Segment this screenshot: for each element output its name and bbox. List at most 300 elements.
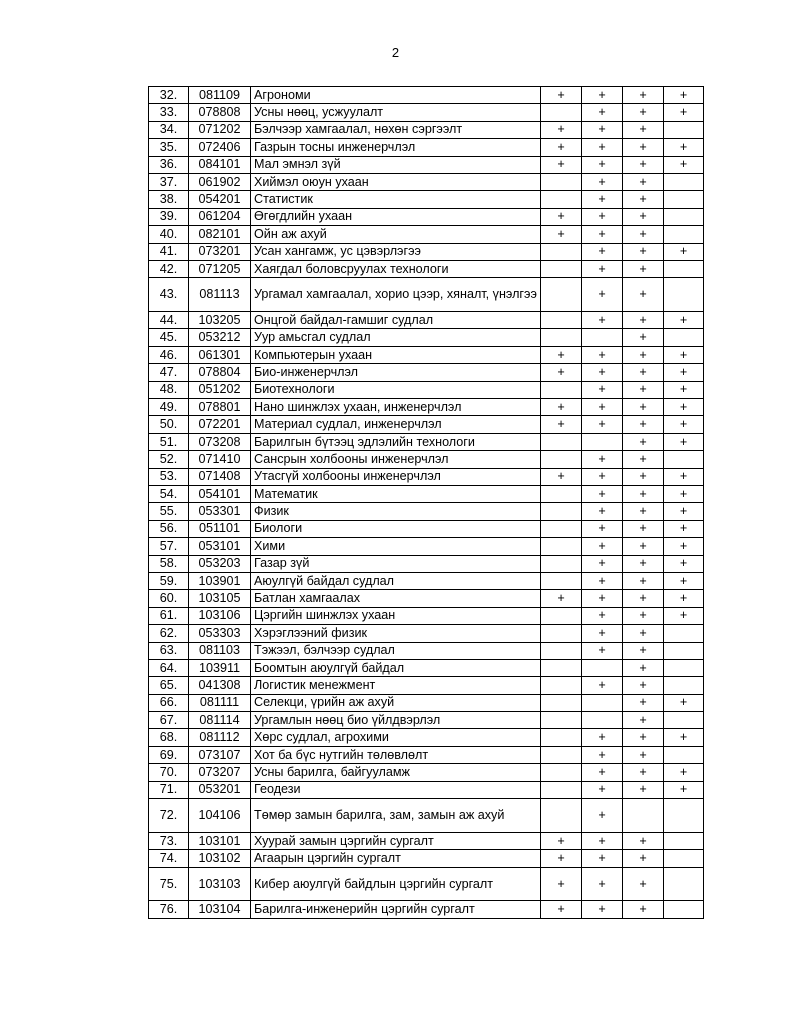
table-row xyxy=(149,694,704,711)
mark-cell: + xyxy=(623,208,664,225)
mark-cell: + xyxy=(541,208,582,225)
mark-cell: + xyxy=(623,590,664,607)
table-row xyxy=(149,729,704,746)
mark-cell: + xyxy=(582,590,623,607)
mark-cell: + xyxy=(582,468,623,485)
mark-cell: + xyxy=(623,139,664,156)
mark-cell: + xyxy=(541,468,582,485)
row-number: 52. xyxy=(149,451,189,468)
mark-cell: + xyxy=(582,121,623,138)
mark-cell: + xyxy=(582,677,623,694)
program-code: 081112 xyxy=(189,729,251,746)
row-number: 32. xyxy=(149,87,189,104)
program-name: Газар зүй xyxy=(251,555,541,572)
mark-cell: + xyxy=(582,781,623,798)
mark-cell: + xyxy=(623,226,664,243)
mark-cell: + xyxy=(664,486,704,503)
table-row xyxy=(149,381,704,398)
mark-cell xyxy=(541,381,582,398)
program-name: Хиймэл оюун ухаан xyxy=(251,173,541,190)
table-row xyxy=(149,607,704,624)
mark-cell: + xyxy=(623,538,664,555)
program-name: Мал эмнэл зүй xyxy=(251,156,541,173)
mark-cell: + xyxy=(623,901,664,918)
mark-cell xyxy=(541,433,582,450)
table-row xyxy=(149,191,704,208)
mark-cell: + xyxy=(582,520,623,537)
mark-cell xyxy=(664,850,704,867)
mark-cell: + xyxy=(623,416,664,433)
row-number: 54. xyxy=(149,486,189,503)
mark-cell xyxy=(582,694,623,711)
mark-cell xyxy=(541,799,582,833)
mark-cell xyxy=(664,121,704,138)
mark-cell xyxy=(664,642,704,659)
mark-cell: + xyxy=(582,87,623,104)
mark-cell: + xyxy=(623,173,664,190)
program-code: 082101 xyxy=(189,226,251,243)
mark-cell: + xyxy=(541,156,582,173)
program-code: 071410 xyxy=(189,451,251,468)
mark-cell: + xyxy=(623,520,664,537)
mark-cell xyxy=(541,191,582,208)
program-code: 071205 xyxy=(189,260,251,277)
mark-cell xyxy=(582,712,623,729)
mark-cell: + xyxy=(623,104,664,121)
programs-table xyxy=(148,86,704,919)
program-code: 053303 xyxy=(189,625,251,642)
table-row xyxy=(149,104,704,121)
row-number: 66. xyxy=(149,694,189,711)
mark-cell xyxy=(541,607,582,624)
mark-cell: + xyxy=(582,346,623,363)
program-code: 104106 xyxy=(189,799,251,833)
mark-cell: + xyxy=(664,381,704,398)
table-row xyxy=(149,712,704,729)
mark-cell xyxy=(664,208,704,225)
row-number: 49. xyxy=(149,399,189,416)
program-code: 081113 xyxy=(189,278,251,312)
mark-cell: + xyxy=(541,832,582,849)
mark-cell: + xyxy=(582,399,623,416)
mark-cell xyxy=(664,712,704,729)
mark-cell: + xyxy=(582,226,623,243)
table-row xyxy=(149,625,704,642)
mark-cell: + xyxy=(664,139,704,156)
program-code: 054201 xyxy=(189,191,251,208)
mark-cell: + xyxy=(623,555,664,572)
mark-cell: + xyxy=(623,191,664,208)
mark-cell: + xyxy=(664,104,704,121)
program-code: 103106 xyxy=(189,607,251,624)
program-code: 103911 xyxy=(189,659,251,676)
row-number: 68. xyxy=(149,729,189,746)
mark-cell xyxy=(541,173,582,190)
row-number: 40. xyxy=(149,226,189,243)
program-code: 103205 xyxy=(189,312,251,329)
mark-cell: + xyxy=(623,625,664,642)
program-name: Математик xyxy=(251,486,541,503)
mark-cell: + xyxy=(623,399,664,416)
mark-cell: + xyxy=(582,191,623,208)
table-row xyxy=(149,87,704,104)
row-number: 60. xyxy=(149,590,189,607)
row-number: 42. xyxy=(149,260,189,277)
mark-cell: + xyxy=(582,208,623,225)
mark-cell xyxy=(541,712,582,729)
program-code: 103102 xyxy=(189,850,251,867)
row-number: 76. xyxy=(149,901,189,918)
program-code: 081114 xyxy=(189,712,251,729)
row-number: 41. xyxy=(149,243,189,260)
mark-cell: + xyxy=(582,832,623,849)
table-row xyxy=(149,364,704,381)
mark-cell: + xyxy=(664,312,704,329)
mark-cell xyxy=(541,729,582,746)
row-number: 51. xyxy=(149,433,189,450)
mark-cell: + xyxy=(582,381,623,398)
row-number: 65. xyxy=(149,677,189,694)
table-row xyxy=(149,555,704,572)
mark-cell: + xyxy=(541,590,582,607)
row-number: 64. xyxy=(149,659,189,676)
mark-cell: + xyxy=(541,226,582,243)
mark-cell: + xyxy=(582,486,623,503)
row-number: 46. xyxy=(149,346,189,363)
table-row xyxy=(149,746,704,763)
row-number: 58. xyxy=(149,555,189,572)
mark-cell: + xyxy=(541,850,582,867)
mark-cell xyxy=(664,659,704,676)
mark-cell: + xyxy=(664,590,704,607)
page-number: 2 xyxy=(391,45,400,60)
row-number: 67. xyxy=(149,712,189,729)
program-name: Төмөр замын барилга, зам, замын аж ахуй xyxy=(251,799,541,833)
table-row xyxy=(149,850,704,867)
program-name: Барилга-инженерийн цэргийн сургалт xyxy=(251,901,541,918)
mark-cell: + xyxy=(582,799,623,833)
row-number: 74. xyxy=(149,850,189,867)
program-code: 081109 xyxy=(189,87,251,104)
row-number: 70. xyxy=(149,764,189,781)
mark-cell: + xyxy=(664,764,704,781)
table-row xyxy=(149,451,704,468)
program-name: Уур амьсгал судлал xyxy=(251,329,541,346)
mark-cell: + xyxy=(664,346,704,363)
mark-cell: + xyxy=(582,173,623,190)
mark-cell: + xyxy=(541,364,582,381)
program-name: Өгөгдлийн ухаан xyxy=(251,208,541,225)
mark-cell: + xyxy=(623,312,664,329)
mark-cell xyxy=(541,260,582,277)
program-code: 061204 xyxy=(189,208,251,225)
row-number: 71. xyxy=(149,781,189,798)
program-code: 053212 xyxy=(189,329,251,346)
mark-cell xyxy=(541,625,582,642)
program-name: Геодези xyxy=(251,781,541,798)
program-code: 071408 xyxy=(189,468,251,485)
mark-cell: + xyxy=(582,278,623,312)
mark-cell: + xyxy=(582,451,623,468)
mark-cell: + xyxy=(582,850,623,867)
mark-cell: + xyxy=(541,346,582,363)
table-body xyxy=(149,87,704,919)
mark-cell xyxy=(541,104,582,121)
program-name: Статистик xyxy=(251,191,541,208)
mark-cell: + xyxy=(623,451,664,468)
program-name: Усан хангамж, ус цэвэрлэгээ xyxy=(251,243,541,260)
mark-cell: + xyxy=(582,156,623,173)
mark-cell: + xyxy=(623,729,664,746)
program-code: 071202 xyxy=(189,121,251,138)
row-number: 53. xyxy=(149,468,189,485)
mark-cell xyxy=(541,555,582,572)
mark-cell: + xyxy=(582,139,623,156)
mark-cell: + xyxy=(582,572,623,589)
row-number: 44. xyxy=(149,312,189,329)
program-name: Хот ба бүс нутгийн төлөвлөлт xyxy=(251,746,541,763)
row-number: 50. xyxy=(149,416,189,433)
mark-cell: + xyxy=(623,659,664,676)
program-code: 078801 xyxy=(189,399,251,416)
mark-cell xyxy=(623,799,664,833)
mark-cell xyxy=(541,520,582,537)
program-name: Ойн аж ахуй xyxy=(251,226,541,243)
row-number: 75. xyxy=(149,867,189,901)
program-name: Усны нөөц, усжуулалт xyxy=(251,104,541,121)
program-name: Биотехнологи xyxy=(251,381,541,398)
mark-cell: + xyxy=(623,712,664,729)
program-code: 103103 xyxy=(189,867,251,901)
mark-cell: + xyxy=(664,243,704,260)
program-code: 073207 xyxy=(189,764,251,781)
mark-cell: + xyxy=(582,642,623,659)
program-code: 073107 xyxy=(189,746,251,763)
table-row xyxy=(149,781,704,798)
mark-cell: + xyxy=(623,694,664,711)
mark-cell: + xyxy=(623,850,664,867)
program-name: Ургамлын нөөц био үйлдвэрлэл xyxy=(251,712,541,729)
mark-cell: + xyxy=(582,607,623,624)
mark-cell: + xyxy=(541,867,582,901)
program-name: Бэлчээр хамгаалал, нөхөн сэргээлт xyxy=(251,121,541,138)
mark-cell: + xyxy=(664,729,704,746)
row-number: 72. xyxy=(149,799,189,833)
program-code: 053201 xyxy=(189,781,251,798)
program-name: Нано шинжлэх ухаан, инженерчлэл xyxy=(251,399,541,416)
mark-cell: + xyxy=(582,364,623,381)
row-number: 62. xyxy=(149,625,189,642)
mark-cell: + xyxy=(582,260,623,277)
row-number: 47. xyxy=(149,364,189,381)
mark-cell: + xyxy=(582,625,623,642)
table-row xyxy=(149,486,704,503)
mark-cell xyxy=(541,329,582,346)
mark-cell: + xyxy=(623,260,664,277)
mark-cell: + xyxy=(623,832,664,849)
mark-cell: + xyxy=(623,468,664,485)
table-row xyxy=(149,677,704,694)
mark-cell: + xyxy=(582,538,623,555)
mark-cell xyxy=(664,799,704,833)
table-row xyxy=(149,572,704,589)
table-row xyxy=(149,346,704,363)
table-row xyxy=(149,173,704,190)
program-name: Сансрын холбооны инженерчлэл xyxy=(251,451,541,468)
mark-cell xyxy=(664,625,704,642)
mark-cell: + xyxy=(623,781,664,798)
table-row xyxy=(149,433,704,450)
mark-cell: + xyxy=(664,572,704,589)
mark-cell: + xyxy=(541,416,582,433)
mark-cell: + xyxy=(623,746,664,763)
mark-cell: + xyxy=(623,677,664,694)
program-name: Ургамал хамгаалал, хорио цээр, хяналт, үнэлгээ xyxy=(251,278,541,312)
mark-cell: + xyxy=(664,538,704,555)
row-number: 63. xyxy=(149,642,189,659)
table-row xyxy=(149,832,704,849)
mark-cell xyxy=(541,451,582,468)
mark-cell: + xyxy=(623,433,664,450)
program-name: Аюулгүй байдал судлал xyxy=(251,572,541,589)
mark-cell: + xyxy=(582,312,623,329)
mark-cell xyxy=(541,312,582,329)
mark-cell xyxy=(541,486,582,503)
mark-cell xyxy=(664,746,704,763)
mark-cell: + xyxy=(541,399,582,416)
mark-cell xyxy=(541,781,582,798)
mark-cell: + xyxy=(623,346,664,363)
mark-cell: + xyxy=(582,764,623,781)
mark-cell xyxy=(582,659,623,676)
program-name: Логистик менежмент xyxy=(251,677,541,694)
row-number: 59. xyxy=(149,572,189,589)
table-row xyxy=(149,503,704,520)
table-row xyxy=(149,799,704,833)
mark-cell: + xyxy=(623,381,664,398)
mark-cell xyxy=(541,243,582,260)
mark-cell: + xyxy=(623,642,664,659)
program-name: Утасгүй холбооны инженерчлэл xyxy=(251,468,541,485)
table-row xyxy=(149,867,704,901)
row-number: 45. xyxy=(149,329,189,346)
row-number: 55. xyxy=(149,503,189,520)
row-number: 39. xyxy=(149,208,189,225)
table-row xyxy=(149,520,704,537)
table-row xyxy=(149,764,704,781)
mark-cell: + xyxy=(664,416,704,433)
program-code: 054101 xyxy=(189,486,251,503)
program-name: Хөрс судлал, агрохими xyxy=(251,729,541,746)
row-number: 36. xyxy=(149,156,189,173)
program-name: Хуурай замын цэргийн сургалт xyxy=(251,832,541,849)
program-code: 084101 xyxy=(189,156,251,173)
mark-cell: + xyxy=(623,607,664,624)
mark-cell: + xyxy=(623,243,664,260)
mark-cell xyxy=(582,433,623,450)
mark-cell: + xyxy=(582,901,623,918)
mark-cell xyxy=(541,764,582,781)
table-row xyxy=(149,468,704,485)
table-row xyxy=(149,156,704,173)
mark-cell xyxy=(541,278,582,312)
mark-cell: + xyxy=(664,156,704,173)
table-row xyxy=(149,312,704,329)
table-row xyxy=(149,538,704,555)
mark-cell xyxy=(541,677,582,694)
mark-cell xyxy=(664,260,704,277)
mark-cell: + xyxy=(623,329,664,346)
program-name: Селекци, үрийн аж ахуй xyxy=(251,694,541,711)
program-code: 053101 xyxy=(189,538,251,555)
mark-cell: + xyxy=(623,572,664,589)
mark-cell xyxy=(664,191,704,208)
mark-cell: + xyxy=(664,433,704,450)
program-name: Барилгын бүтээц эдлэлийн технологи xyxy=(251,433,541,450)
mark-cell: + xyxy=(623,156,664,173)
mark-cell: + xyxy=(582,416,623,433)
program-code: 053301 xyxy=(189,503,251,520)
program-name: Боомтын аюулгүй байдал xyxy=(251,659,541,676)
mark-cell: + xyxy=(664,399,704,416)
program-name: Хими xyxy=(251,538,541,555)
program-name: Физик xyxy=(251,503,541,520)
program-code: 103101 xyxy=(189,832,251,849)
mark-cell: + xyxy=(664,607,704,624)
mark-cell xyxy=(664,901,704,918)
program-name: Тэжээл, бэлчээр судлал xyxy=(251,642,541,659)
mark-cell: + xyxy=(623,87,664,104)
mark-cell: + xyxy=(582,746,623,763)
program-code: 051202 xyxy=(189,381,251,398)
mark-cell xyxy=(541,694,582,711)
mark-cell: + xyxy=(582,867,623,901)
program-code: 103901 xyxy=(189,572,251,589)
program-name: Хаягдал боловсруулах технологи xyxy=(251,260,541,277)
row-number: 33. xyxy=(149,104,189,121)
table-row xyxy=(149,260,704,277)
mark-cell xyxy=(664,278,704,312)
table-row xyxy=(149,226,704,243)
mark-cell xyxy=(664,226,704,243)
row-number: 37. xyxy=(149,173,189,190)
program-code: 072406 xyxy=(189,139,251,156)
mark-cell: + xyxy=(582,729,623,746)
mark-cell: + xyxy=(623,121,664,138)
program-name: Биологи xyxy=(251,520,541,537)
mark-cell xyxy=(664,173,704,190)
mark-cell xyxy=(541,572,582,589)
row-number: 61. xyxy=(149,607,189,624)
program-code: 073208 xyxy=(189,433,251,450)
table-row xyxy=(149,121,704,138)
program-name: Агрономи xyxy=(251,87,541,104)
program-code: 078808 xyxy=(189,104,251,121)
mark-cell: + xyxy=(582,243,623,260)
program-name: Агаарын цэргийн сургалт xyxy=(251,850,541,867)
mark-cell xyxy=(664,867,704,901)
mark-cell: + xyxy=(664,694,704,711)
mark-cell xyxy=(541,659,582,676)
mark-cell xyxy=(582,329,623,346)
mark-cell: + xyxy=(623,764,664,781)
mark-cell xyxy=(541,503,582,520)
mark-cell: + xyxy=(623,503,664,520)
table-row xyxy=(149,901,704,918)
table-row xyxy=(149,659,704,676)
mark-cell xyxy=(664,832,704,849)
table-row xyxy=(149,399,704,416)
